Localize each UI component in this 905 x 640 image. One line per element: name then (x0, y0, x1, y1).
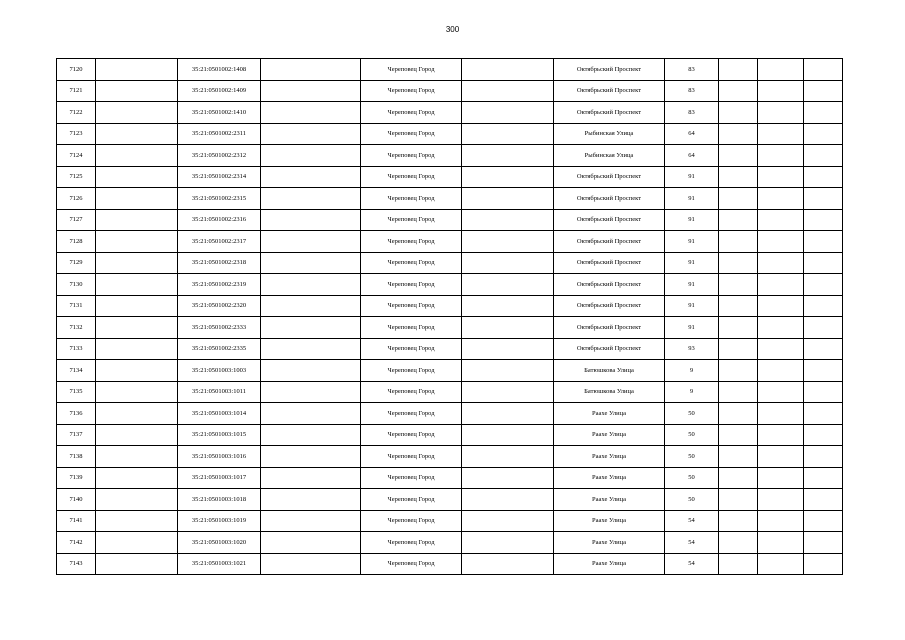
city-cell: Череповец Город (361, 102, 462, 124)
street-cell: Батюшкова Улица (554, 360, 665, 382)
city-cell: Череповец Город (361, 489, 462, 511)
empty-cell (261, 381, 361, 403)
empty-cell (462, 403, 554, 425)
record-number-cell: 7133 (57, 338, 96, 360)
street-cell: Рыбинская Улица (554, 123, 665, 145)
empty-cell (804, 209, 843, 231)
house-number-cell: 9 (665, 360, 719, 382)
record-number-cell: 7124 (57, 145, 96, 167)
table-row (57, 381, 843, 403)
cadastral-number-cell: 35:21:0501002:2315 (178, 188, 261, 210)
empty-cell (804, 446, 843, 468)
empty-cell (261, 446, 361, 468)
record-number-cell: 7127 (57, 209, 96, 231)
street-cell: Раахе Улица (554, 532, 665, 554)
cadastral-number-cell: 35:21:0501003:1021 (178, 553, 261, 575)
table-row (57, 145, 843, 167)
cadastral-number-cell: 35:21:0501002:2311 (178, 123, 261, 145)
cadastral-number-cell: 35:21:0501003:1011 (178, 381, 261, 403)
street-cell: Октябрьский Проспект (554, 252, 665, 274)
cadastral-number-cell: 35:21:0501002:2320 (178, 295, 261, 317)
city-cell: Череповец Город (361, 510, 462, 532)
table-row (57, 295, 843, 317)
empty-cell (719, 80, 758, 102)
street-cell: Октябрьский Проспект (554, 209, 665, 231)
cadastral-number-cell: 35:21:0501002:1410 (178, 102, 261, 124)
empty-cell (96, 403, 178, 425)
table-row (57, 59, 843, 81)
city-cell: Череповец Город (361, 231, 462, 253)
empty-cell (758, 188, 804, 210)
empty-cell (96, 188, 178, 210)
empty-cell (758, 123, 804, 145)
empty-cell (261, 403, 361, 425)
empty-cell (462, 123, 554, 145)
empty-cell (804, 360, 843, 382)
record-number-cell: 7126 (57, 188, 96, 210)
record-number-cell: 7129 (57, 252, 96, 274)
house-number-cell: 91 (665, 209, 719, 231)
empty-cell (261, 123, 361, 145)
street-cell: Октябрьский Проспект (554, 338, 665, 360)
house-number-cell: 50 (665, 446, 719, 468)
empty-cell (758, 145, 804, 167)
empty-cell (804, 338, 843, 360)
house-number-cell: 50 (665, 489, 719, 511)
empty-cell (719, 381, 758, 403)
street-cell: Рыбинская Улица (554, 145, 665, 167)
empty-cell (96, 123, 178, 145)
cadastral-number-cell: 35:21:0501003:1014 (178, 403, 261, 425)
city-cell: Череповец Город (361, 295, 462, 317)
street-cell: Раахе Улица (554, 489, 665, 511)
house-number-cell: 91 (665, 231, 719, 253)
empty-cell (804, 424, 843, 446)
house-number-cell: 83 (665, 80, 719, 102)
street-cell: Октябрьский Проспект (554, 231, 665, 253)
empty-cell (719, 231, 758, 253)
house-number-cell: 83 (665, 59, 719, 81)
empty-cell (96, 424, 178, 446)
city-cell: Череповец Город (361, 403, 462, 425)
table-row (57, 80, 843, 102)
table-row (57, 403, 843, 425)
empty-cell (758, 274, 804, 296)
empty-cell (804, 252, 843, 274)
house-number-cell: 64 (665, 123, 719, 145)
empty-cell (804, 489, 843, 511)
house-number-cell: 9 (665, 381, 719, 403)
empty-cell (804, 231, 843, 253)
empty-cell (719, 123, 758, 145)
empty-cell (261, 317, 361, 339)
city-cell: Череповец Город (361, 166, 462, 188)
empty-cell (261, 59, 361, 81)
record-number-cell: 7123 (57, 123, 96, 145)
empty-cell (96, 295, 178, 317)
city-cell: Череповец Город (361, 59, 462, 81)
table-row (57, 360, 843, 382)
empty-cell (758, 231, 804, 253)
house-number-cell: 50 (665, 467, 719, 489)
table-row (57, 553, 843, 575)
city-cell: Череповец Город (361, 145, 462, 167)
empty-cell (462, 209, 554, 231)
empty-cell (462, 510, 554, 532)
cadastral-number-cell: 35:21:0501003:1003 (178, 360, 261, 382)
city-cell: Череповец Город (361, 274, 462, 296)
empty-cell (719, 467, 758, 489)
empty-cell (804, 80, 843, 102)
empty-cell (261, 338, 361, 360)
empty-cell (719, 446, 758, 468)
empty-cell (719, 274, 758, 296)
empty-cell (96, 102, 178, 124)
table-row (57, 209, 843, 231)
empty-cell (462, 102, 554, 124)
house-number-cell: 91 (665, 188, 719, 210)
empty-cell (261, 102, 361, 124)
record-number-cell: 7130 (57, 274, 96, 296)
empty-cell (758, 252, 804, 274)
empty-cell (261, 424, 361, 446)
empty-cell (758, 317, 804, 339)
table-row (57, 231, 843, 253)
empty-cell (462, 188, 554, 210)
empty-cell (804, 274, 843, 296)
empty-cell (462, 231, 554, 253)
street-cell: Октябрьский Проспект (554, 80, 665, 102)
record-number-cell: 7136 (57, 403, 96, 425)
house-number-cell: 54 (665, 532, 719, 554)
city-cell: Череповец Город (361, 317, 462, 339)
cadastral-number-cell: 35:21:0501003:1020 (178, 532, 261, 554)
empty-cell (804, 467, 843, 489)
empty-cell (261, 360, 361, 382)
house-number-cell: 91 (665, 295, 719, 317)
empty-cell (804, 102, 843, 124)
empty-cell (804, 295, 843, 317)
street-cell: Октябрьский Проспект (554, 102, 665, 124)
street-cell: Октябрьский Проспект (554, 59, 665, 81)
cadastral-number-cell: 35:21:0501003:1016 (178, 446, 261, 468)
empty-cell (261, 553, 361, 575)
street-cell: Октябрьский Проспект (554, 274, 665, 296)
empty-cell (96, 166, 178, 188)
empty-cell (96, 489, 178, 511)
table-row (57, 532, 843, 554)
city-cell: Череповец Город (361, 123, 462, 145)
empty-cell (462, 467, 554, 489)
record-number-cell: 7141 (57, 510, 96, 532)
house-number-cell: 64 (665, 145, 719, 167)
empty-cell (804, 553, 843, 575)
empty-cell (758, 166, 804, 188)
house-number-cell: 91 (665, 274, 719, 296)
empty-cell (96, 553, 178, 575)
empty-cell (462, 295, 554, 317)
empty-cell (462, 274, 554, 296)
cadastral-number-cell: 35:21:0501002:2333 (178, 317, 261, 339)
city-cell: Череповец Город (361, 381, 462, 403)
house-number-cell: 93 (665, 338, 719, 360)
empty-cell (719, 145, 758, 167)
empty-cell (804, 510, 843, 532)
city-cell: Череповец Город (361, 188, 462, 210)
city-cell: Череповец Город (361, 209, 462, 231)
empty-cell (804, 166, 843, 188)
street-cell: Октябрьский Проспект (554, 188, 665, 210)
table-row (57, 510, 843, 532)
empty-cell (261, 166, 361, 188)
record-number-cell: 7143 (57, 553, 96, 575)
empty-cell (758, 295, 804, 317)
empty-cell (719, 188, 758, 210)
city-cell: Череповец Город (361, 80, 462, 102)
cadastral-number-cell: 35:21:0501002:2318 (178, 252, 261, 274)
empty-cell (96, 59, 178, 81)
empty-cell (462, 553, 554, 575)
table-row (57, 123, 843, 145)
record-number-cell: 7122 (57, 102, 96, 124)
table-row (57, 489, 843, 511)
table-row (57, 252, 843, 274)
street-cell: Раахе Улица (554, 446, 665, 468)
empty-cell (758, 446, 804, 468)
house-number-cell: 83 (665, 102, 719, 124)
record-number-cell: 7125 (57, 166, 96, 188)
table-row (57, 317, 843, 339)
street-cell: Октябрьский Проспект (554, 295, 665, 317)
empty-cell (462, 489, 554, 511)
empty-cell (719, 403, 758, 425)
record-number-cell: 7137 (57, 424, 96, 446)
empty-cell (719, 424, 758, 446)
record-number-cell: 7132 (57, 317, 96, 339)
empty-cell (804, 59, 843, 81)
empty-cell (261, 295, 361, 317)
record-number-cell: 7134 (57, 360, 96, 382)
empty-cell (462, 381, 554, 403)
empty-cell (804, 188, 843, 210)
empty-cell (758, 532, 804, 554)
empty-cell (261, 252, 361, 274)
empty-cell (462, 317, 554, 339)
record-number-cell: 7121 (57, 80, 96, 102)
cadastral-number-cell: 35:21:0501002:2317 (178, 231, 261, 253)
empty-cell (758, 403, 804, 425)
empty-cell (719, 317, 758, 339)
cadastral-number-cell: 35:21:0501002:2335 (178, 338, 261, 360)
empty-cell (804, 123, 843, 145)
empty-cell (719, 360, 758, 382)
house-number-cell: 50 (665, 424, 719, 446)
empty-cell (804, 317, 843, 339)
empty-cell (758, 338, 804, 360)
empty-cell (758, 360, 804, 382)
city-cell: Череповец Город (361, 424, 462, 446)
empty-cell (719, 510, 758, 532)
empty-cell (261, 145, 361, 167)
empty-cell (261, 209, 361, 231)
street-cell: Раахе Улица (554, 467, 665, 489)
empty-cell (96, 532, 178, 554)
empty-cell (719, 252, 758, 274)
table-row (57, 166, 843, 188)
empty-cell (462, 532, 554, 554)
street-cell: Раахе Улица (554, 553, 665, 575)
empty-cell (261, 274, 361, 296)
house-number-cell: 91 (665, 252, 719, 274)
page-number: 300 (445, 25, 460, 34)
empty-cell (96, 209, 178, 231)
empty-cell (96, 338, 178, 360)
empty-cell (758, 59, 804, 81)
empty-cell (804, 532, 843, 554)
empty-cell (719, 209, 758, 231)
cadastral-number-cell: 35:21:0501003:1018 (178, 489, 261, 511)
cadastral-number-cell: 35:21:0501003:1019 (178, 510, 261, 532)
record-number-cell: 7131 (57, 295, 96, 317)
empty-cell (719, 553, 758, 575)
table-row (57, 188, 843, 210)
empty-cell (261, 532, 361, 554)
empty-cell (758, 80, 804, 102)
empty-cell (261, 510, 361, 532)
empty-cell (719, 338, 758, 360)
empty-cell (758, 102, 804, 124)
record-number-cell: 7138 (57, 446, 96, 468)
record-number-cell: 7120 (57, 59, 96, 81)
empty-cell (462, 80, 554, 102)
empty-cell (96, 381, 178, 403)
empty-cell (758, 510, 804, 532)
empty-cell (261, 467, 361, 489)
empty-cell (96, 252, 178, 274)
cadastral-number-cell: 35:21:0501003:1017 (178, 467, 261, 489)
city-cell: Череповец Город (361, 360, 462, 382)
table-row (57, 102, 843, 124)
city-cell: Череповец Город (361, 553, 462, 575)
empty-cell (261, 188, 361, 210)
house-number-cell: 54 (665, 510, 719, 532)
cadastral-number-cell: 35:21:0501003:1015 (178, 424, 261, 446)
empty-cell (96, 317, 178, 339)
empty-cell (96, 80, 178, 102)
cadastral-number-cell: 35:21:0501002:1408 (178, 59, 261, 81)
record-number-cell: 7135 (57, 381, 96, 403)
street-cell: Раахе Улица (554, 403, 665, 425)
empty-cell (96, 231, 178, 253)
registry-body (57, 59, 843, 575)
empty-cell (96, 446, 178, 468)
empty-cell (261, 231, 361, 253)
house-number-cell: 91 (665, 166, 719, 188)
empty-cell (719, 295, 758, 317)
table-row (57, 467, 843, 489)
record-number-cell: 7140 (57, 489, 96, 511)
table-row (57, 274, 843, 296)
empty-cell (96, 360, 178, 382)
city-cell: Череповец Город (361, 446, 462, 468)
empty-cell (719, 166, 758, 188)
empty-cell (758, 424, 804, 446)
city-cell: Череповец Город (361, 467, 462, 489)
house-number-cell: 91 (665, 317, 719, 339)
cadastral-number-cell: 35:21:0501002:2316 (178, 209, 261, 231)
street-cell: Раахе Улица (554, 510, 665, 532)
empty-cell (462, 446, 554, 468)
record-number-cell: 7139 (57, 467, 96, 489)
cadastral-number-cell: 35:21:0501002:1409 (178, 80, 261, 102)
empty-cell (758, 381, 804, 403)
empty-cell (462, 360, 554, 382)
street-cell: Октябрьский Проспект (554, 166, 665, 188)
empty-cell (758, 467, 804, 489)
street-cell: Октябрьский Проспект (554, 317, 665, 339)
empty-cell (758, 209, 804, 231)
empty-cell (261, 489, 361, 511)
empty-cell (719, 102, 758, 124)
empty-cell (804, 381, 843, 403)
empty-cell (462, 252, 554, 274)
city-cell: Череповец Город (361, 252, 462, 274)
record-number-cell: 7142 (57, 532, 96, 554)
empty-cell (719, 532, 758, 554)
street-cell: Раахе Улица (554, 424, 665, 446)
empty-cell (96, 510, 178, 532)
cadastral-number-cell: 35:21:0501002:2319 (178, 274, 261, 296)
cadastral-number-cell: 35:21:0501002:2312 (178, 145, 261, 167)
house-number-cell: 54 (665, 553, 719, 575)
empty-cell (96, 145, 178, 167)
table-row (57, 446, 843, 468)
empty-cell (462, 424, 554, 446)
empty-cell (462, 338, 554, 360)
empty-cell (719, 59, 758, 81)
registry-table (56, 58, 843, 575)
table-row (57, 424, 843, 446)
empty-cell (261, 80, 361, 102)
table-row (57, 338, 843, 360)
city-cell: Череповец Город (361, 532, 462, 554)
empty-cell (96, 274, 178, 296)
empty-cell (462, 166, 554, 188)
empty-cell (758, 489, 804, 511)
street-cell: Батюшкова Улица (554, 381, 665, 403)
city-cell: Череповец Город (361, 338, 462, 360)
empty-cell (804, 145, 843, 167)
house-number-cell: 50 (665, 403, 719, 425)
cadastral-number-cell: 35:21:0501002:2314 (178, 166, 261, 188)
empty-cell (96, 467, 178, 489)
empty-cell (462, 59, 554, 81)
empty-cell (804, 403, 843, 425)
empty-cell (758, 553, 804, 575)
empty-cell (719, 489, 758, 511)
record-number-cell: 7128 (57, 231, 96, 253)
empty-cell (462, 145, 554, 167)
